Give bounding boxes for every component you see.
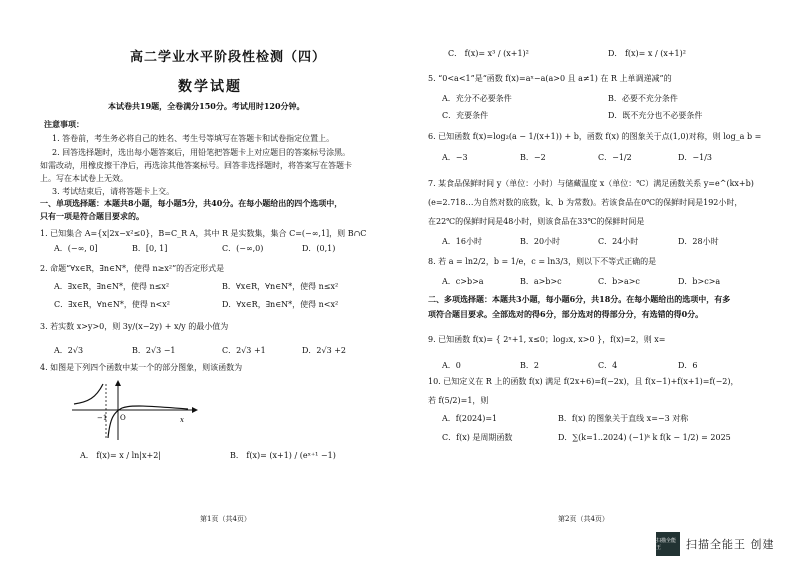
q9-option-a: A．0 [442, 361, 461, 370]
q4-option-d: D． f(x)= x / (x+1)² [608, 49, 686, 58]
q2-option-a: A．∃x∈R，∃n∈N*，使得 n≤x² [54, 282, 170, 291]
q9-option-c: C．4 [598, 361, 618, 370]
y-axis-arrow [115, 380, 121, 386]
x-axis-arrow [192, 407, 198, 413]
graph-label-origin: O [120, 414, 126, 422]
section-1-heading: 一、单项选择题：本题共8小题，每小题5分，共40分。在每小题给出的四个选项中， [40, 198, 343, 208]
q7-option-d: D．28小时 [678, 237, 719, 246]
q1-option-c: C．(−∞,0) [222, 244, 264, 253]
page-2 [428, 0, 768, 561]
question-4: 4. 如图是下列四个函数中某一个的部分图象，则该函数为 [40, 363, 243, 372]
graph-label-x: x [180, 416, 184, 424]
q4-option-b: B． f(x)= (x+1) / (eˣ⁺¹ −1) [230, 451, 336, 460]
q8-option-c: C．b>a>c [598, 277, 640, 286]
q4-option-c: C． f(x)= x³ / (x+1)² [448, 49, 529, 58]
notice-2b: 如需改动，用橡皮擦干净后，再选涂其他答案标号。回答非选择题时，将答案写在答题卡 [40, 161, 352, 170]
function-graph [70, 380, 200, 442]
q9-option-d: D．6 [678, 361, 698, 370]
notice-1: 1. 答卷前，考生务必将自己的姓名、考生号等填写在答题卡和试卷指定位置上。 [52, 134, 335, 143]
question-7c: 在22℃的保鲜时间是48小时，则该食品在33℃的保鲜时间是 [428, 217, 645, 226]
q7-option-a: A．16小时 [442, 237, 482, 246]
q10-option-a: A．f(2024)=1 [442, 414, 498, 423]
q5-option-d: D．既不充分也不必要条件 [608, 111, 703, 120]
question-9: 9. 已知函数 f(x)= { 2ˣ+1, x≤0；log₂x, x>0 }，f(x)=2，则 x= [428, 335, 666, 344]
q2-option-b: B．∀x∈R，∀n∈N*，使得 n≤x² [222, 282, 339, 291]
question-10b: 若 f(5/2)=1，则 [428, 396, 489, 405]
q10-option-d: D．∑(k=1..2024) (−1)ᵏ k f(k − 1/2) = 2025 [558, 433, 731, 442]
notice-2c: 上。写在本试卷上无效。 [40, 174, 128, 183]
q6-option-a: A．−3 [442, 153, 468, 162]
q7-option-c: C．24小时 [598, 237, 639, 246]
curve-left [74, 384, 103, 404]
notice-heading: 注意事项： [44, 119, 84, 129]
page-2-footer: 第2页（共4页） [558, 515, 609, 523]
q3-option-b: B．2√3 −1 [132, 346, 176, 355]
section-2-heading: 二、多项选择题：本题共3小题，每小题6分，共18分。在每小题给出的选项中，有多 [428, 294, 731, 304]
exam-meta: 本试卷共19题，全卷满分150分。考试用时120分钟。 [108, 101, 305, 111]
page-1-footer: 第1页（共4页） [200, 515, 251, 523]
graph-label-neg1: −1 [97, 414, 108, 422]
exam-title: 高二学业水平阶段性检测（四） [130, 50, 327, 65]
question-7a: 7. 某食品保鲜时间 y（单位：小时）与储藏温度 x（单位：℃）满足函数关系 y=e^(kx+b) [428, 179, 754, 188]
q10-option-c: C．f(x) 是周期函数 [442, 433, 513, 442]
question-3: 3. 若实数 x>y>0，则 3y/(x−2y) + x/y 的最小值为 [40, 322, 229, 331]
page-1 [40, 0, 390, 561]
question-5: 5. “0<a<1”是“函数 f(x)=aˣ−a(a>0 且 a≠1) 在 R 上单调递减”的 [428, 74, 672, 83]
question-1: 1. 已知集合 A={x|2x−x²≤0}，B=C_R A，其中 R 是实数集，集合 C=(−∞,1]，则 B∩C [40, 229, 367, 238]
q8-option-a: A．c>b>a [442, 277, 484, 286]
notice-3: 3. 考试结束后，请将答题卡上交。 [52, 187, 175, 196]
q8-option-d: D．b>c>a [678, 277, 721, 286]
q1-option-a: A．(−∞, 0] [54, 244, 98, 253]
q6-option-b: B．−2 [520, 153, 546, 162]
question-7b: (e=2.718…为自然对数的底数，k、b 为常数)。若该食品在0℃的保鲜时间是192小时， [428, 198, 743, 207]
scanner-logo-icon: 扫描全能王 [656, 532, 680, 556]
q3-option-d: D．2√3 +2 [302, 346, 347, 355]
notice-2a: 2. 回答选择题时，选出每小题答案后，用铅笔把答题卡上对应题目的答案标号涂黑。 [52, 148, 351, 157]
question-10: 10. 已知定义在 R 上的函数 f(x) 满足 f(2x+6)=f(−2x)，且 f(x−1)+f(x+1)=f(−2)， [428, 377, 739, 386]
q4-option-a: A． f(x)= x / ln|x+2| [80, 451, 161, 460]
q6-option-c: C．−1/2 [598, 153, 632, 162]
section-2-heading-2: 项符合题目要求。全部选对的得6分，部分选对的得部分分，有选错的得0分。 [428, 309, 704, 319]
q3-option-a: A．2√3 [54, 346, 84, 355]
q1-option-b: B．[0, 1] [132, 244, 168, 253]
q3-option-c: C．2√3 +1 [222, 346, 266, 355]
scanner-watermark [656, 532, 775, 556]
q9-option-b: B．2 [520, 361, 539, 370]
question-2: 2. 命题“∀x∈R，∃n∈N*，使得 n≥x²”的否定形式是 [40, 264, 225, 273]
question-8: 8. 若 a = ln2/2，b = 1/e，c = ln3/3，则以下不等式正确的是 [428, 257, 657, 266]
exam-subtitle: 数学试题 [178, 79, 242, 95]
section-1-heading-2: 只有一项是符合题目要求的。 [40, 211, 144, 221]
q10-option-b: B．f(x) 的图象关于直线 x=−3 对称 [558, 414, 689, 423]
q5-option-c: C．充要条件 [442, 111, 489, 120]
q1-option-d: D．(0,1) [302, 244, 336, 253]
scanner-brand-text: 扫描全能王 创建 [686, 538, 775, 551]
q5-option-b: B．必要不充分条件 [608, 94, 678, 103]
q7-option-b: B．20小时 [520, 237, 561, 246]
question-6: 6. 已知函数 f(x)=log₂(a − 1/(x+1)) + b，函数 f(x) 的图象关于点(1,0)对称，则 log_a b = [428, 132, 762, 141]
q5-option-a: A．充分不必要条件 [442, 94, 512, 103]
q2-option-c: C．∃x∈R，∀n∈N*，使得 n<x² [54, 300, 170, 309]
curve-right [108, 406, 188, 438]
q6-option-d: D．−1/3 [678, 153, 712, 162]
q2-option-d: D．∀x∈R，∃n∈N*，使得 n<x² [222, 300, 339, 309]
q8-option-b: B．a>b>c [520, 277, 562, 286]
